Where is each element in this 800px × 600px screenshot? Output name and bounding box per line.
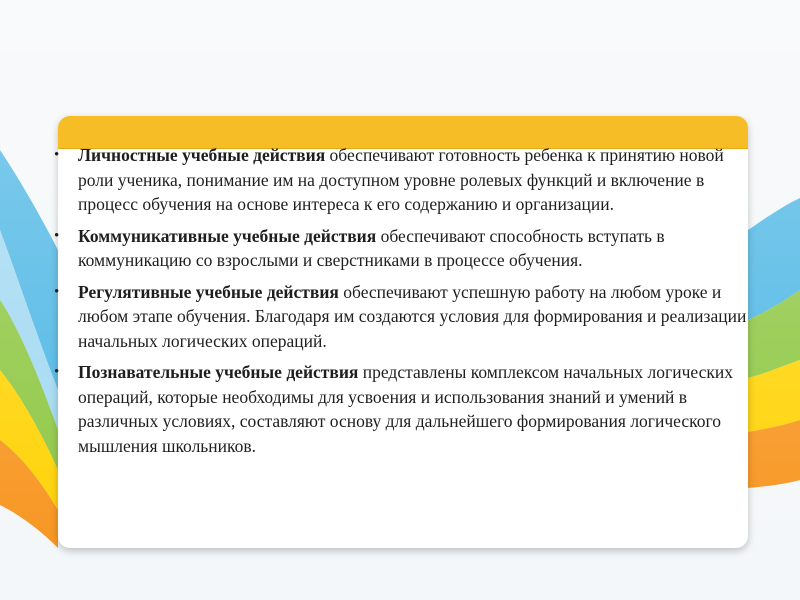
item-term: Регулятивные учебные действия — [78, 281, 339, 302]
item-text: обеспечивают успешную работу на любом уроке и любом этапе обучения. Благодаря им создаются условия для формирования и реализации начальных логических операций. — [78, 281, 747, 351]
bullet-icon: • — [54, 283, 60, 300]
bullet-list — [36, 143, 752, 465]
bullet-icon: • — [54, 364, 60, 380]
bullet-icon: • — [54, 227, 60, 244]
bullet-icon: • — [54, 147, 60, 163]
item-text: обеспечивают готовность ребенка к принятию новой роли ученика, понимание им на доступном уровне ролевых функций и включение в процесс обучения на основе интереса к его содержанию и организации. — [78, 145, 724, 214]
item-text: представлены комплексом начальных логических операций, которые необходимы для усвоения и использования знаний и умений в различных условиях, составляют основу для дальнейшего формирования логического мышления школьников. — [78, 362, 733, 456]
list-item — [36, 224, 752, 273]
item-text: обеспечивают способность вступать в коммуникацию со взрослыми и сверстниками в процессе обучения. — [78, 225, 665, 270]
item-term: Коммуникативные учебные действия — [78, 225, 377, 246]
item-term: Познавательные учебные действия — [78, 362, 359, 382]
list-item — [36, 143, 752, 217]
list-item — [36, 280, 752, 354]
item-term: Личностные учебные действия — [78, 145, 326, 165]
list-item — [36, 360, 752, 458]
